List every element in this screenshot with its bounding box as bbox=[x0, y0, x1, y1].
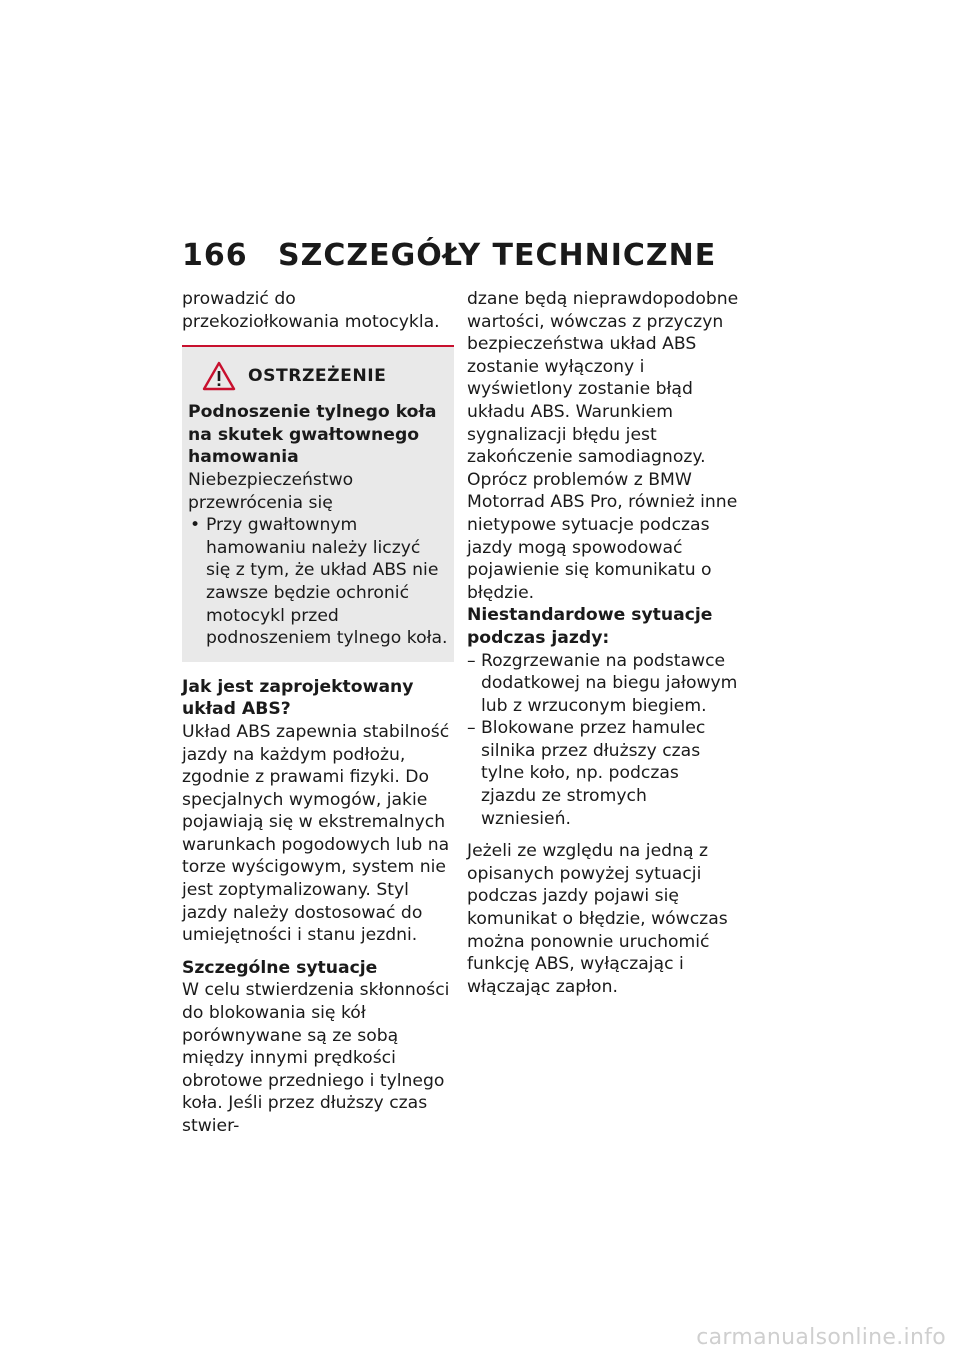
page-header bbox=[182, 238, 902, 273]
list-item-text: Blokowane przez hamulec silnika przez dłuższy czas tylne koło, np. podczas zjazdu ze stromych wzniesień. bbox=[481, 718, 706, 829]
warning-heading: Podnoszenie tylnego koła na skutek gwałtownego hamowania bbox=[188, 402, 437, 468]
page-title: SZCZEGÓŁY TECHNICZNE bbox=[278, 238, 717, 273]
continuation-text: dzane będą nieprawdopodobne wartości, wówczas z przyczyn bezpieczeństwa układ ABS zostanie wyłączony i wyświetlony zostanie błąd układu ABS. Warunkiem sygnalizacji błędu jest zakończenie samodiagnozy. bbox=[467, 289, 739, 468]
intro-text: prowadzić do przekoziołkowania motocykla. bbox=[182, 289, 440, 332]
dash-icon: – bbox=[467, 718, 476, 739]
dash-icon: – bbox=[467, 650, 476, 671]
warning-bullets bbox=[188, 514, 448, 650]
closing-text: Jeżeli ze względu na jedną z opisanych powyżej sytuacji podczas jazdy pojawi się komunikat o błędzie, wówczas można ponownie uruchomić funkcję ABS, wyłączając i włączając zapłon. bbox=[467, 841, 728, 997]
list-item bbox=[467, 717, 739, 830]
list-item-text: Rozgrzewanie na podstawce dodatkowej na biegu jałowym lub z wrzuconym biegiem. bbox=[481, 650, 738, 716]
section-heading-special-situations: Szczególne sytuacje bbox=[182, 957, 378, 978]
section-text-abs-design: Układ ABS zapewnia stabilność jazdy na każdym podłożu, zgodnie z prawami fizyki. Do specjalnych wymogów, jakie pojawiają się w ekstremalnych warunkach pogodowych lub na torze wyścigowym, system nie jest zoptymalizowany. Styl jazdy należy dostosować do umiejętności i stanu jezdni. bbox=[182, 721, 450, 946]
left-column bbox=[182, 288, 454, 1138]
section-heading-abs-design: Jak jest zaprojektowany układ ABS? bbox=[182, 676, 414, 720]
warning-triangle-icon bbox=[202, 361, 236, 391]
watermark: carmanualsonline.info bbox=[696, 1325, 946, 1350]
warning-title: OSTRZEŻENIE bbox=[248, 365, 387, 386]
list-item bbox=[467, 650, 739, 718]
unusual-situations-list bbox=[467, 650, 739, 831]
bullet-icon: • bbox=[190, 515, 201, 536]
other-problems-text: Oprócz problemów z BMW Motorrad ABS Pro, również inne nietypowe sytuacje podczas jazdy mogą spowodować pojawienie się komunikatu o błędzie. bbox=[467, 469, 738, 603]
section-heading-unusual-situations: Niestandardowe sytuacje podczas jazdy: bbox=[467, 605, 713, 648]
warning-box bbox=[182, 345, 454, 662]
warning-bullet-item bbox=[188, 514, 448, 650]
warning-header bbox=[202, 361, 448, 391]
section-text-special-situations: W celu stwierdzenia skłonności do blokowania się kół porównywane są ze sobą między innymi prędkości obrotowe przedniego i tylnego koła. Jeśli przez dłuższy czas stwier- bbox=[182, 980, 450, 1136]
right-column bbox=[467, 288, 739, 998]
warning-bullet-text: Przy gwałtownym hamowaniu należy liczyć się z tym, że układ ABS nie zawsze będzie ochronić motocykl przed podnoszeniem tylnego koła. bbox=[206, 515, 448, 649]
page-number: 166 bbox=[182, 238, 248, 273]
warning-risk: Niebezpieczeństwo przewrócenia się bbox=[188, 469, 354, 513]
